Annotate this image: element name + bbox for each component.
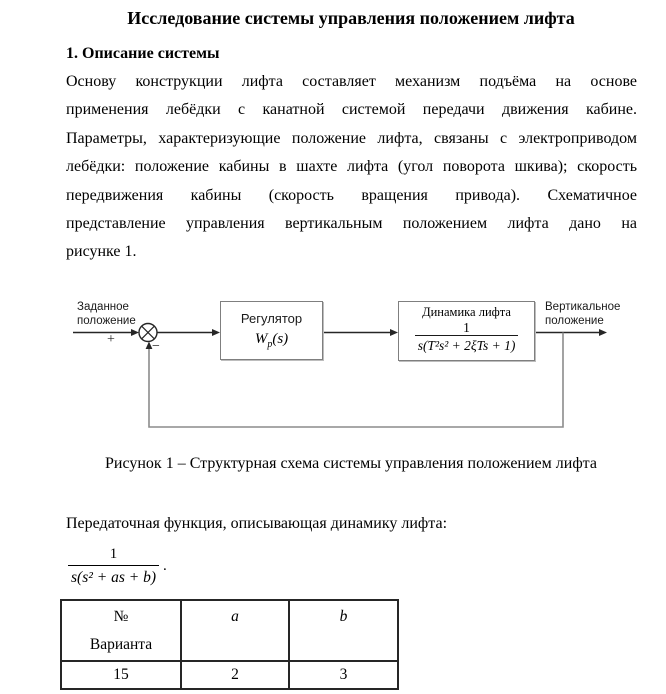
body-paragraph <box>66 68 637 267</box>
transfer-function-intro: Передаточная функция, описывающая динамику лифта: <box>66 515 448 532</box>
paragraph-line: представление управления вертикальным положением лифта дано на <box>66 215 637 233</box>
summing-minus-sign: − <box>152 339 160 354</box>
paragraph-line: Основу конструкции лифта составляет механизм подъёма на основе <box>66 73 637 90</box>
header-b: b <box>289 600 398 661</box>
document-title: Исследование системы управления положением лифта <box>127 8 575 28</box>
variant-parameters-table <box>60 599 399 690</box>
paragraph-line: передвижения кабины (скорость вращения привода). Схематичное <box>66 186 637 204</box>
figure-caption: Рисунок 1 – Структурная схема системы управления положением лифта <box>105 455 597 472</box>
table-data-row <box>61 661 398 689</box>
cell-a-value: 2 <box>181 661 289 689</box>
transfer-function-formula <box>68 545 167 588</box>
block-diagram-figure <box>0 293 666 435</box>
paragraph-line: лебёдки: положение кабины в шахте лифта (угол поворота шкива); скорость <box>66 158 637 176</box>
formula-period: . <box>163 558 167 574</box>
table-header-row <box>61 600 398 661</box>
output-signal-label: Вертикальное положение <box>545 301 621 327</box>
input-signal-label: Заданное положение <box>77 301 136 327</box>
cell-variant-number: 15 <box>61 661 181 689</box>
header-variant-number: № Варианта <box>61 600 181 661</box>
fraction-numerator: 1 <box>109 546 118 562</box>
dynamics-block <box>398 301 535 361</box>
regulator-block <box>220 301 323 360</box>
fraction-denominator: s(s² + as + b) <box>68 565 159 588</box>
paragraph-line: Параметры, характеризующие положение лифта, связаны с электроприводом <box>66 129 637 147</box>
regulator-title: Регулятор <box>240 311 303 326</box>
regulator-transfer-function: $W_p(s)$ <box>254 331 289 350</box>
paragraph-line: рисунке 1. <box>66 243 137 261</box>
summing-plus-sign: + <box>107 332 115 347</box>
dynamics-denominator: s(T²s² + 2ξTs + 1) <box>415 335 519 354</box>
input-arrowhead-icon <box>131 329 139 336</box>
output-arrowhead-icon <box>599 329 607 336</box>
section-heading: 1. Описание системы <box>66 45 220 62</box>
regulator-arrowhead-icon <box>212 329 220 336</box>
fraction <box>68 545 159 588</box>
header-a: a <box>181 600 289 661</box>
paragraph-line: применения лебёдки с канатной системой передачи движения кабине. <box>66 101 637 119</box>
dynamics-numerator: 1 <box>463 320 470 335</box>
dynamics-title: Динамика лифта <box>422 305 511 319</box>
cell-b-value: 3 <box>289 661 398 689</box>
dynamics-arrowhead-icon <box>390 329 398 336</box>
